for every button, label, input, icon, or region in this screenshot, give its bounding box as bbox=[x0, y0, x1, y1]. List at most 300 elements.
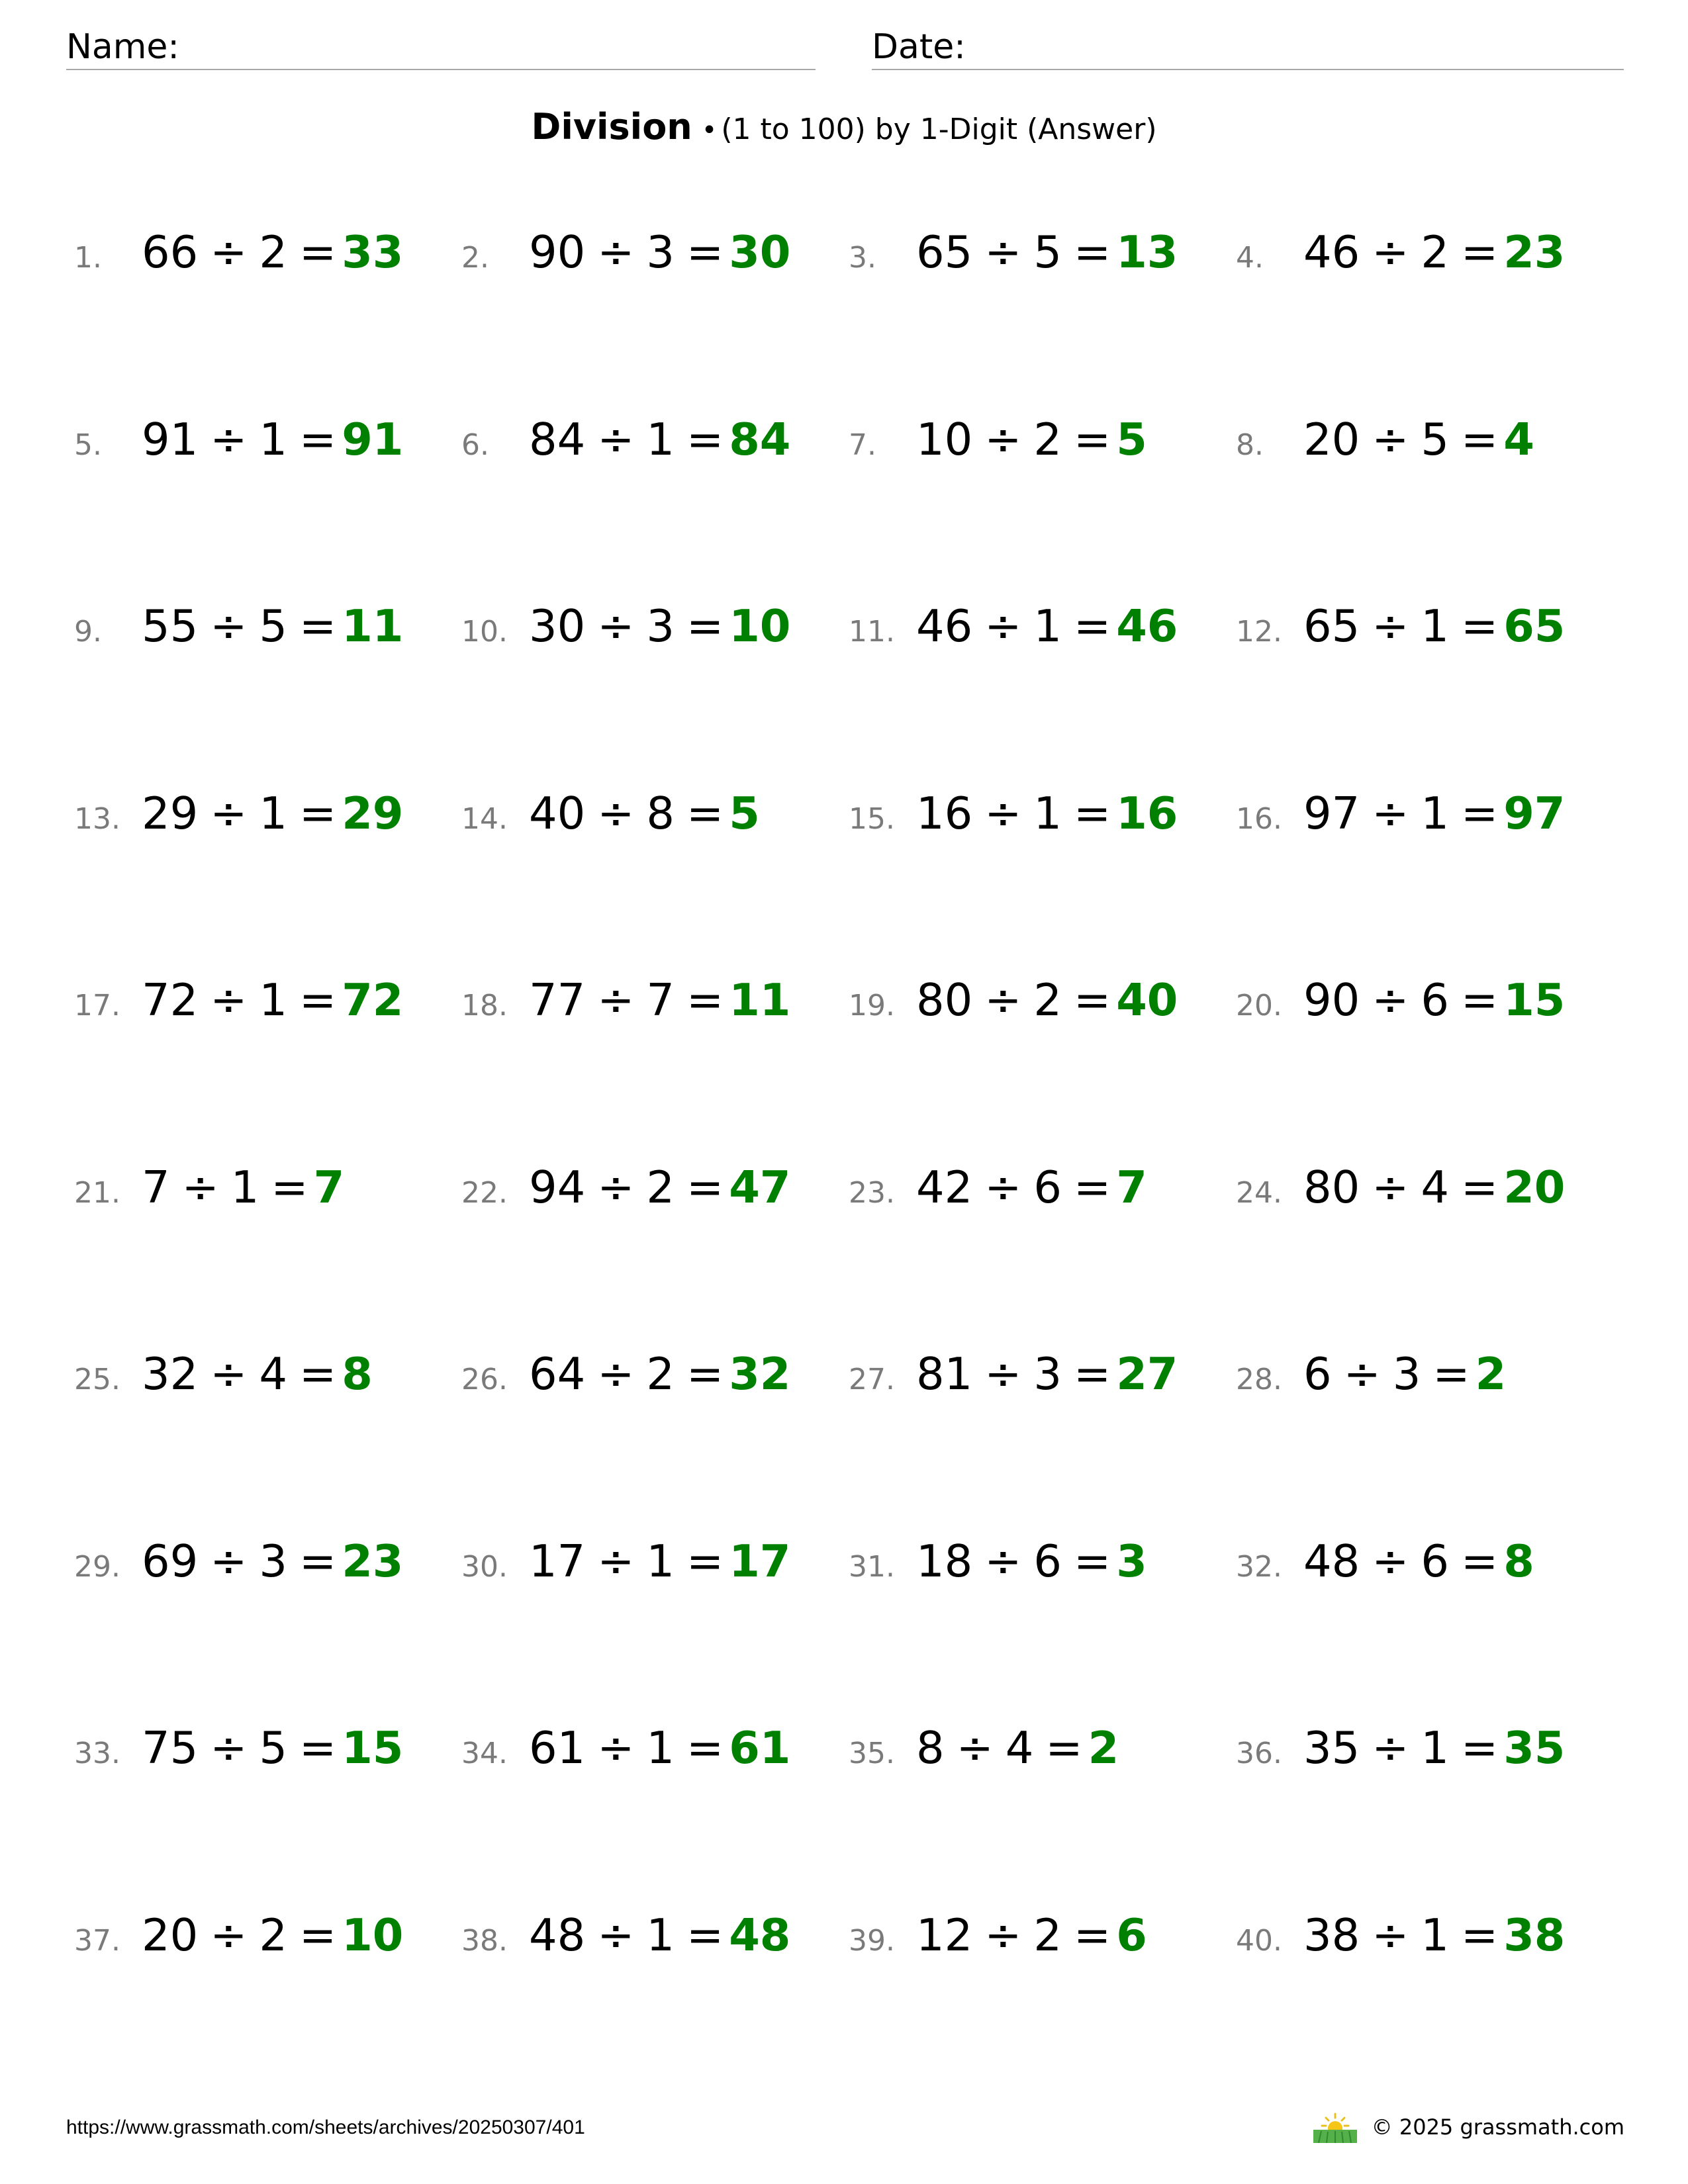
divisor: 1 bbox=[646, 413, 675, 465]
dividend: 55 bbox=[142, 600, 199, 652]
problem-item bbox=[849, 1348, 1178, 1414]
divisor: 1 bbox=[259, 787, 288, 839]
divisor: 1 bbox=[1421, 1909, 1450, 1961]
dividend: 48 bbox=[1303, 1535, 1360, 1587]
divisor: 3 bbox=[259, 1535, 288, 1587]
name-field[interactable] bbox=[66, 25, 816, 70]
dividend: 10 bbox=[916, 413, 973, 465]
divide-sign: ÷ bbox=[1372, 226, 1409, 278]
divide-sign: ÷ bbox=[984, 413, 1022, 465]
problem-number: 9. bbox=[74, 615, 102, 649]
division-expression bbox=[529, 600, 724, 652]
problem-number: 30. bbox=[461, 1549, 508, 1584]
divide-sign: ÷ bbox=[984, 1348, 1022, 1400]
problem-number: 2. bbox=[461, 241, 489, 275]
answer: 48 bbox=[729, 1909, 791, 1961]
date-field[interactable] bbox=[872, 25, 1624, 70]
dividend: 65 bbox=[916, 226, 973, 278]
divide-sign: ÷ bbox=[210, 1348, 248, 1400]
divisor: 5 bbox=[1421, 413, 1450, 465]
divide-sign: ÷ bbox=[210, 1722, 248, 1774]
dividend: 30 bbox=[529, 600, 586, 652]
problem-number: 6. bbox=[461, 428, 489, 462]
problem-number: 4. bbox=[1236, 241, 1264, 275]
answer: 17 bbox=[729, 1535, 791, 1587]
divisor: 1 bbox=[1033, 787, 1062, 839]
divide-sign: ÷ bbox=[597, 226, 635, 278]
equals-sign: = bbox=[299, 1722, 337, 1774]
problem-item bbox=[74, 974, 403, 1040]
dividend: 40 bbox=[529, 787, 586, 839]
equals-sign: = bbox=[1461, 787, 1499, 839]
name-label: Name: bbox=[66, 27, 179, 67]
divisor: 2 bbox=[1421, 226, 1450, 278]
divisor: 4 bbox=[1421, 1161, 1450, 1213]
dividend: 77 bbox=[529, 974, 586, 1026]
problem-number: 25. bbox=[74, 1363, 120, 1396]
dividend: 18 bbox=[916, 1535, 973, 1587]
dividend: 61 bbox=[529, 1722, 586, 1774]
divide-sign: ÷ bbox=[597, 1535, 635, 1587]
answer: 7 bbox=[313, 1161, 345, 1213]
divisor: 6 bbox=[1033, 1161, 1062, 1213]
answer: 15 bbox=[342, 1722, 404, 1774]
problem-item bbox=[461, 1909, 790, 1976]
divide-sign: ÷ bbox=[1372, 1535, 1409, 1587]
divide-sign: ÷ bbox=[984, 1535, 1022, 1587]
divisor: 2 bbox=[646, 1348, 675, 1400]
problem-number: 39. bbox=[849, 1923, 895, 1958]
problem-item bbox=[1236, 226, 1565, 293]
problem-number: 20. bbox=[1236, 989, 1282, 1023]
problem-item bbox=[74, 600, 403, 666]
problem-item bbox=[461, 414, 790, 480]
problem-number: 15. bbox=[849, 801, 895, 836]
equals-sign: = bbox=[686, 226, 724, 278]
division-expression bbox=[529, 1161, 724, 1213]
divide-sign: ÷ bbox=[984, 1909, 1022, 1961]
answer: 23 bbox=[1503, 226, 1566, 278]
dividend: 90 bbox=[1303, 974, 1360, 1026]
division-expression bbox=[1303, 788, 1498, 839]
problem-item bbox=[849, 1909, 1147, 1976]
divide-sign: ÷ bbox=[984, 1161, 1022, 1213]
problem-item bbox=[849, 414, 1147, 480]
divide-sign: ÷ bbox=[1372, 974, 1409, 1026]
problem-item bbox=[849, 974, 1178, 1040]
dividend: 20 bbox=[1303, 413, 1360, 465]
divide-sign: ÷ bbox=[210, 1535, 248, 1587]
answer: 65 bbox=[1503, 600, 1566, 652]
problem-number: 14. bbox=[461, 801, 508, 836]
problem-number: 31. bbox=[849, 1549, 895, 1584]
equals-sign: = bbox=[1461, 974, 1499, 1026]
divide-sign: ÷ bbox=[597, 1348, 635, 1400]
equals-sign: = bbox=[686, 1909, 724, 1961]
answer: 5 bbox=[1116, 413, 1147, 465]
divisor: 7 bbox=[646, 974, 675, 1026]
divisor: 1 bbox=[259, 974, 288, 1026]
answer: 10 bbox=[729, 600, 791, 652]
division-expression bbox=[1303, 600, 1498, 652]
equals-sign: = bbox=[1461, 1535, 1499, 1587]
division-expression bbox=[916, 226, 1111, 278]
problem-item bbox=[74, 1348, 373, 1414]
divide-sign: ÷ bbox=[210, 787, 248, 839]
problem-item bbox=[849, 226, 1178, 293]
equals-sign: = bbox=[1074, 1348, 1111, 1400]
equals-sign: = bbox=[299, 787, 337, 839]
divide-sign: ÷ bbox=[984, 974, 1022, 1026]
problem-number: 3. bbox=[849, 241, 876, 275]
answer: 47 bbox=[729, 1161, 791, 1213]
divide-sign: ÷ bbox=[597, 413, 635, 465]
dividend: 46 bbox=[916, 600, 973, 652]
division-expression bbox=[1303, 1722, 1498, 1774]
answer: 72 bbox=[342, 974, 404, 1026]
divisor: 4 bbox=[1005, 1722, 1034, 1774]
equals-sign: = bbox=[1074, 600, 1111, 652]
division-expression bbox=[142, 788, 336, 839]
problem-number: 37. bbox=[74, 1923, 120, 1958]
equals-sign: = bbox=[686, 600, 724, 652]
worksheet-title bbox=[0, 106, 1688, 148]
equals-sign: = bbox=[1461, 600, 1499, 652]
divisor: 1 bbox=[646, 1909, 675, 1961]
answer: 91 bbox=[342, 413, 404, 465]
equals-sign: = bbox=[1461, 1161, 1499, 1213]
answer: 2 bbox=[1475, 1348, 1507, 1400]
problem-number: 8. bbox=[1236, 428, 1264, 462]
divide-sign: ÷ bbox=[984, 226, 1022, 278]
problem-item bbox=[461, 1535, 790, 1602]
divisor: 1 bbox=[1421, 787, 1450, 839]
divide-sign: ÷ bbox=[597, 787, 635, 839]
problem-number: 12. bbox=[1236, 615, 1282, 649]
division-expression bbox=[916, 1909, 1111, 1961]
answer: 30 bbox=[729, 226, 791, 278]
dividend: 69 bbox=[142, 1535, 199, 1587]
division-expression bbox=[142, 1909, 336, 1961]
divide-sign: ÷ bbox=[210, 600, 248, 652]
equals-sign: = bbox=[1074, 1909, 1111, 1961]
dividend: 97 bbox=[1303, 787, 1360, 839]
division-expression bbox=[142, 1348, 336, 1400]
divide-sign: ÷ bbox=[956, 1722, 994, 1774]
problem-item bbox=[461, 788, 760, 854]
division-expression bbox=[142, 1535, 336, 1587]
problem-number: 7. bbox=[849, 428, 876, 462]
division-expression bbox=[916, 1161, 1111, 1213]
problem-item bbox=[849, 600, 1178, 666]
problem-item bbox=[74, 226, 403, 293]
divisor: 5 bbox=[1033, 226, 1062, 278]
problem-item bbox=[1236, 600, 1565, 666]
problem-item bbox=[849, 1161, 1147, 1228]
problem-item bbox=[461, 600, 790, 666]
divide-sign: ÷ bbox=[984, 787, 1022, 839]
equals-sign: = bbox=[299, 1909, 337, 1961]
problem-number: 17. bbox=[74, 989, 120, 1023]
problem-number: 1. bbox=[74, 241, 102, 275]
divide-sign: ÷ bbox=[1343, 1348, 1381, 1400]
divisor: 3 bbox=[1033, 1348, 1062, 1400]
divisor: 1 bbox=[1421, 600, 1450, 652]
equals-sign: = bbox=[299, 226, 337, 278]
answer: 40 bbox=[1116, 974, 1178, 1026]
division-expression bbox=[1303, 226, 1498, 278]
division-expression bbox=[529, 1909, 724, 1961]
answer: 11 bbox=[729, 974, 791, 1026]
equals-sign: = bbox=[299, 413, 337, 465]
answer: 11 bbox=[342, 600, 404, 652]
problem-number: 34. bbox=[461, 1737, 508, 1770]
divisor: 1 bbox=[230, 1161, 259, 1213]
footer-url[interactable]: https://www.grassmath.com/sheets/archives/20250307/401 bbox=[66, 2116, 585, 2138]
equals-sign: = bbox=[1074, 226, 1111, 278]
answer: 23 bbox=[342, 1535, 404, 1587]
problem-number: 21. bbox=[74, 1175, 120, 1210]
equals-sign: = bbox=[1074, 1161, 1111, 1213]
division-expression bbox=[916, 974, 1111, 1026]
dividend: 65 bbox=[1303, 600, 1360, 652]
equals-sign: = bbox=[1432, 1348, 1470, 1400]
equals-sign: = bbox=[686, 1722, 724, 1774]
divisor: 1 bbox=[1421, 1722, 1450, 1774]
problem-item bbox=[1236, 974, 1565, 1040]
divisor: 2 bbox=[259, 1909, 288, 1961]
division-expression bbox=[1303, 1535, 1498, 1587]
dividend: 38 bbox=[1303, 1909, 1360, 1961]
dividend: 32 bbox=[142, 1348, 199, 1400]
divisor: 6 bbox=[1421, 974, 1450, 1026]
equals-sign: = bbox=[1045, 1722, 1083, 1774]
divide-sign: ÷ bbox=[597, 974, 635, 1026]
problem-item bbox=[849, 1535, 1147, 1602]
equals-sign: = bbox=[686, 787, 724, 839]
problem-number: 18. bbox=[461, 989, 508, 1023]
division-expression bbox=[142, 226, 336, 278]
divisor: 2 bbox=[1033, 974, 1062, 1026]
answer: 61 bbox=[729, 1722, 791, 1774]
dividend: 46 bbox=[1303, 226, 1360, 278]
answer: 10 bbox=[342, 1909, 404, 1961]
divide-sign: ÷ bbox=[984, 600, 1022, 652]
divide-sign: ÷ bbox=[210, 413, 248, 465]
answer: 35 bbox=[1503, 1722, 1566, 1774]
divisor: 6 bbox=[1421, 1535, 1450, 1587]
answer: 46 bbox=[1116, 600, 1178, 652]
divisor: 4 bbox=[259, 1348, 288, 1400]
problem-item bbox=[1236, 1161, 1565, 1228]
problem-item bbox=[1236, 1722, 1565, 1788]
problem-number: 23. bbox=[849, 1175, 895, 1210]
dividend: 6 bbox=[1303, 1348, 1332, 1400]
divisor: 3 bbox=[646, 600, 675, 652]
footer-credit bbox=[1313, 2111, 1624, 2143]
divide-sign: ÷ bbox=[1372, 1909, 1409, 1961]
equals-sign: = bbox=[271, 1161, 308, 1213]
division-expression bbox=[529, 226, 724, 278]
answer: 15 bbox=[1503, 974, 1566, 1026]
problem-number: 33. bbox=[74, 1737, 120, 1770]
dividend: 91 bbox=[142, 413, 199, 465]
answer: 20 bbox=[1503, 1161, 1566, 1213]
problem-number: 19. bbox=[849, 989, 895, 1023]
division-expression bbox=[142, 974, 336, 1026]
divisor: 2 bbox=[1033, 1909, 1062, 1961]
problem-item bbox=[74, 414, 403, 480]
title-subtitle: (1 to 100) by 1-Digit (Answer) bbox=[721, 113, 1157, 146]
problem-number: 28. bbox=[1236, 1363, 1282, 1396]
title-separator: • bbox=[701, 115, 718, 146]
equals-sign: = bbox=[1461, 413, 1499, 465]
problem-number: 16. bbox=[1236, 801, 1282, 836]
divisor: 5 bbox=[259, 1722, 288, 1774]
division-expression bbox=[529, 414, 724, 465]
divide-sign: ÷ bbox=[210, 974, 248, 1026]
answer: 4 bbox=[1503, 413, 1534, 465]
answer: 5 bbox=[729, 787, 760, 839]
equals-sign: = bbox=[1074, 974, 1111, 1026]
equals-sign: = bbox=[686, 1161, 724, 1213]
problem-item bbox=[461, 226, 790, 293]
equals-sign: = bbox=[686, 974, 724, 1026]
problem-number: 36. bbox=[1236, 1737, 1282, 1770]
divide-sign: ÷ bbox=[210, 1909, 248, 1961]
dividend: 17 bbox=[529, 1535, 586, 1587]
dividend: 81 bbox=[916, 1348, 973, 1400]
division-expression bbox=[142, 414, 336, 465]
dividend: 48 bbox=[529, 1909, 586, 1961]
equals-sign: = bbox=[1461, 1909, 1499, 1961]
dividend: 12 bbox=[916, 1909, 973, 1961]
problem-number: 29. bbox=[74, 1549, 120, 1584]
problem-item bbox=[1236, 1535, 1534, 1602]
divisor: 1 bbox=[646, 1535, 675, 1587]
answer: 7 bbox=[1116, 1161, 1147, 1213]
equals-sign: = bbox=[1461, 1722, 1499, 1774]
answer: 2 bbox=[1088, 1722, 1119, 1774]
divide-sign: ÷ bbox=[1372, 413, 1409, 465]
division-expression bbox=[529, 1348, 724, 1400]
problem-item bbox=[74, 1161, 344, 1228]
dividend: 20 bbox=[142, 1909, 199, 1961]
problem-item bbox=[849, 1722, 1119, 1788]
answer: 33 bbox=[342, 226, 404, 278]
dividend: 7 bbox=[142, 1161, 170, 1213]
division-expression bbox=[1303, 1348, 1470, 1400]
equals-sign: = bbox=[299, 600, 337, 652]
date-label: Date: bbox=[872, 27, 966, 67]
answer: 84 bbox=[729, 413, 791, 465]
divide-sign: ÷ bbox=[597, 1722, 635, 1774]
dividend: 29 bbox=[142, 787, 199, 839]
divisor: 3 bbox=[646, 226, 675, 278]
dividend: 8 bbox=[916, 1722, 945, 1774]
division-expression bbox=[916, 1348, 1111, 1400]
grass-sun-logo-icon bbox=[1313, 2111, 1357, 2143]
division-expression bbox=[1303, 1909, 1498, 1961]
dividend: 72 bbox=[142, 974, 199, 1026]
division-expression bbox=[1303, 414, 1498, 465]
answer: 38 bbox=[1503, 1909, 1566, 1961]
problem-item bbox=[74, 1535, 403, 1602]
answer: 8 bbox=[342, 1348, 373, 1400]
division-expression bbox=[529, 788, 724, 839]
problem-number: 22. bbox=[461, 1175, 508, 1210]
division-expression bbox=[142, 1161, 308, 1213]
problem-number: 27. bbox=[849, 1363, 895, 1396]
divisor: 6 bbox=[1033, 1535, 1062, 1587]
problem-item bbox=[1236, 1348, 1506, 1414]
divide-sign: ÷ bbox=[597, 1909, 635, 1961]
dividend: 64 bbox=[529, 1348, 586, 1400]
division-expression bbox=[142, 1722, 336, 1774]
divisor: 1 bbox=[259, 413, 288, 465]
equals-sign: = bbox=[299, 974, 337, 1026]
problem-item bbox=[74, 1909, 403, 1976]
dividend: 35 bbox=[1303, 1722, 1360, 1774]
divisor: 5 bbox=[259, 600, 288, 652]
division-expression bbox=[142, 600, 336, 652]
division-expression bbox=[916, 788, 1111, 839]
division-expression bbox=[916, 414, 1111, 465]
problem-item bbox=[1236, 414, 1534, 480]
problem-number: 11. bbox=[849, 615, 895, 649]
problem-item bbox=[74, 788, 403, 854]
divisor: 1 bbox=[1033, 600, 1062, 652]
equals-sign: = bbox=[299, 1535, 337, 1587]
dividend: 80 bbox=[1303, 1161, 1360, 1213]
problem-number: 35. bbox=[849, 1737, 895, 1770]
answer: 97 bbox=[1503, 787, 1566, 839]
problem-item bbox=[461, 974, 790, 1040]
dividend: 84 bbox=[529, 413, 586, 465]
answer: 8 bbox=[1503, 1535, 1534, 1587]
divisor: 1 bbox=[646, 1722, 675, 1774]
copyright-text: © 2025 grassmath.com bbox=[1371, 2115, 1624, 2140]
divisor: 2 bbox=[1033, 413, 1062, 465]
answer: 27 bbox=[1116, 1348, 1178, 1400]
division-expression bbox=[916, 1535, 1111, 1587]
problem-item bbox=[1236, 1909, 1565, 1976]
dividend: 66 bbox=[142, 226, 199, 278]
equals-sign: = bbox=[686, 413, 724, 465]
problem-number: 10. bbox=[461, 615, 508, 649]
dividend: 80 bbox=[916, 974, 973, 1026]
answer: 6 bbox=[1116, 1909, 1147, 1961]
problem-item bbox=[1236, 788, 1565, 854]
equals-sign: = bbox=[1074, 413, 1111, 465]
problem-number: 40. bbox=[1236, 1923, 1282, 1958]
dividend: 75 bbox=[142, 1722, 199, 1774]
dividend: 94 bbox=[529, 1161, 586, 1213]
problem-item bbox=[461, 1161, 790, 1228]
divide-sign: ÷ bbox=[597, 1161, 635, 1213]
problem-number: 32. bbox=[1236, 1549, 1282, 1584]
answer: 16 bbox=[1116, 787, 1178, 839]
problem-item bbox=[461, 1348, 790, 1414]
divisor: 3 bbox=[1392, 1348, 1421, 1400]
dividend: 90 bbox=[529, 226, 586, 278]
divide-sign: ÷ bbox=[1372, 600, 1409, 652]
answer: 13 bbox=[1116, 226, 1178, 278]
problem-number: 24. bbox=[1236, 1175, 1282, 1210]
divide-sign: ÷ bbox=[1372, 1161, 1409, 1213]
divide-sign: ÷ bbox=[210, 226, 248, 278]
dividend: 16 bbox=[916, 787, 973, 839]
